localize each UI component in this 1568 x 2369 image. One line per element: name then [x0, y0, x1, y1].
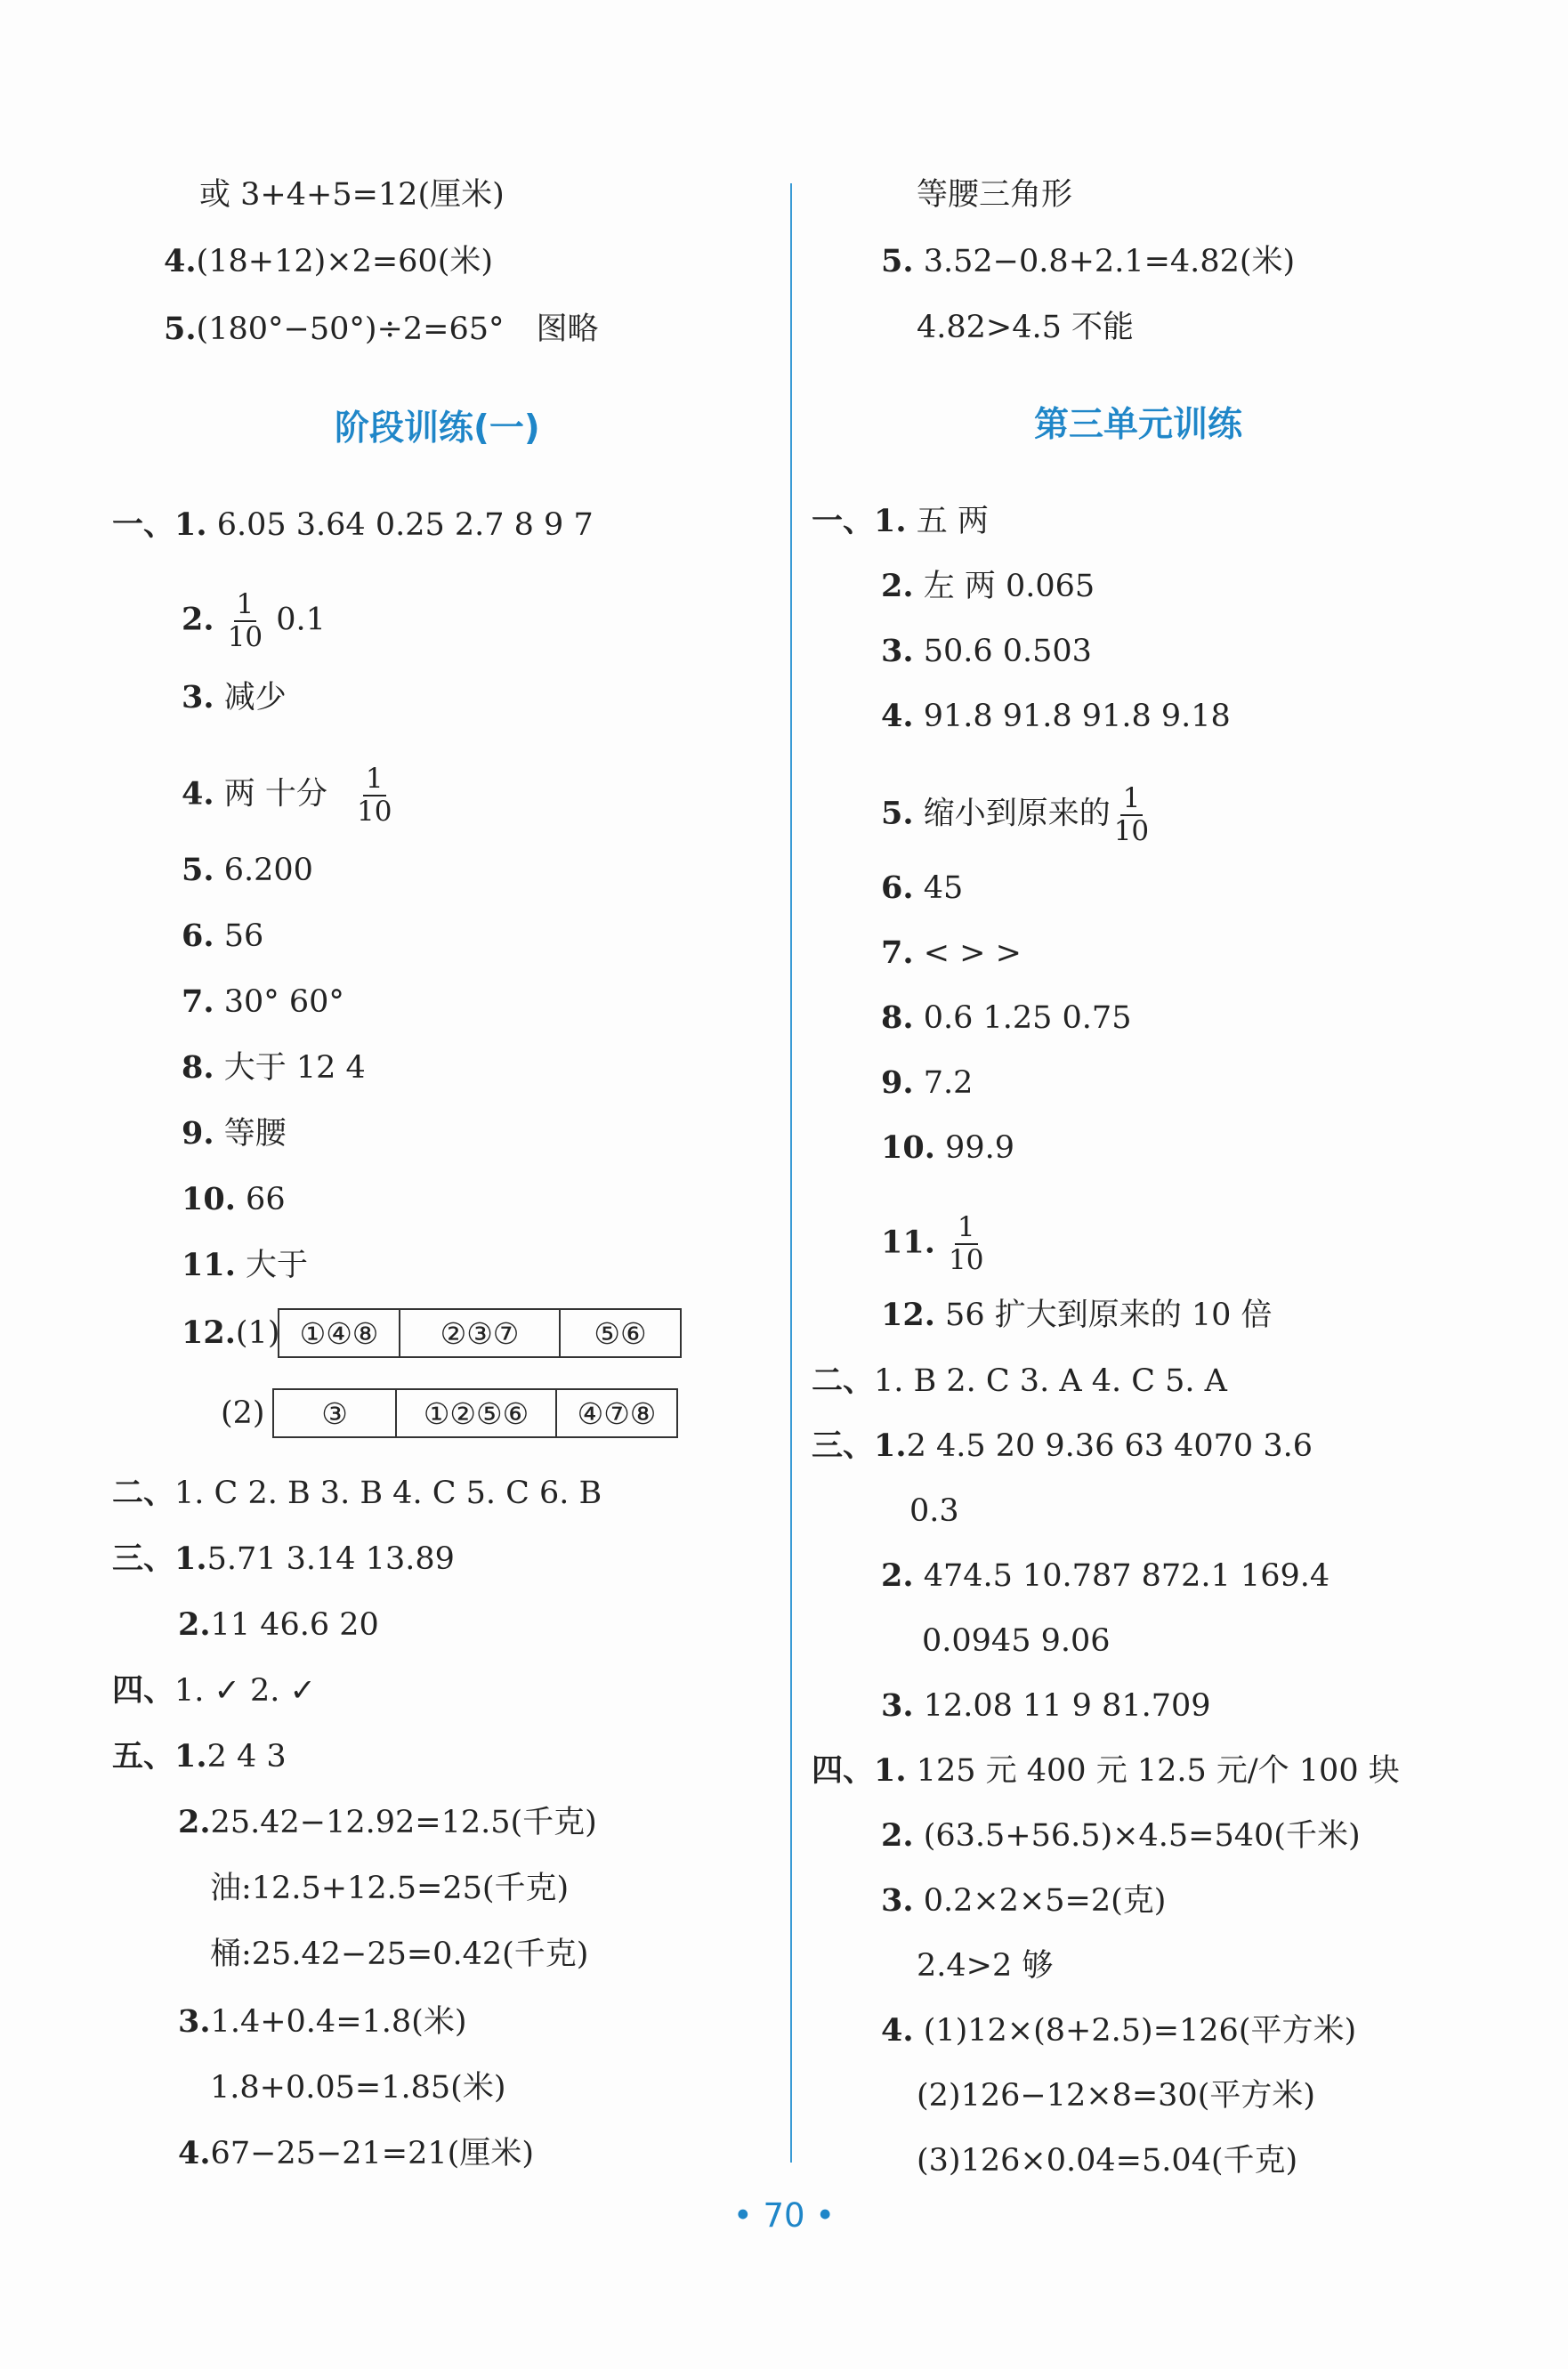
right-s1-item-6: 6. 45 [881, 869, 964, 906]
right-s3-line-2b: 0.0945 9.06 [922, 1623, 1111, 1659]
left-s5-line-7: 4.67−25−21=21(厘米) [178, 2135, 534, 2171]
section-heading-stage-training: 阶段训练(一) [335, 408, 540, 449]
answer-box-row-1 [278, 1308, 682, 1358]
right-intro-line-2: 5. 3.52−0.8+2.1=4.82(米) [881, 243, 1296, 279]
left-s5-line-1: 五、1.2 4 3 [112, 1738, 287, 1775]
right-s1-item-8: 8. 0.6 1.25 0.75 [881, 999, 1132, 1036]
right-s4-line-7: (3)126×0.04=5.04(千克) [917, 2143, 1298, 2179]
fraction: $\frac{1}{10}$ [356, 763, 392, 828]
left-s1-item-7: 7. 30° 60° [182, 983, 344, 1020]
left-s5-line-2: 2.25.42−12.92=12.5(千克) [178, 1804, 597, 1840]
right-s2: 二、1. B 2. C 3. A 4. C 5. A [812, 1362, 1227, 1399]
right-s3-line-1b: 0.3 [909, 1493, 959, 1529]
right-s1-item-1: 一、1. 五 两 [812, 503, 989, 539]
right-s1-item-11: 11. $\frac{1}{10}$ [881, 1211, 984, 1276]
left-s1-item-4: 4. 两 十分 $\frac{1}{10}$ [182, 763, 392, 828]
right-s1-item-10: 10. 99.9 [881, 1129, 1014, 1166]
right-s3-line-1: 三、1.2 4.5 20 9.36 63 4070 3.6 [812, 1427, 1313, 1464]
answer-box-row-2 [272, 1388, 678, 1438]
right-s3-line-2: 2. 474.5 10.787 872.1 169.4 [881, 1557, 1330, 1594]
left-s4: 四、1. ✓ 2. ✓ [112, 1672, 316, 1709]
left-s1-item-10: 10. 66 [182, 1181, 286, 1217]
left-s3-line-2: 2.11 46.6 20 [178, 1606, 379, 1643]
right-s4-line-3: 3. 0.2×2×5=2(克) [881, 1882, 1167, 1919]
right-s1-item-9: 9. 7.2 [881, 1064, 974, 1101]
right-s1-item-4: 4. 91.8 91.8 91.8 9.18 [881, 698, 1231, 734]
right-s4-line-4: 2.4>2 够 [917, 1948, 1054, 1984]
right-s1-item-5: 5. 缩小到原来的 $\frac{1}{10}$ [881, 782, 1150, 847]
left-intro-line-3: 5.(180°−50°)÷2=65° 图略 [164, 311, 599, 347]
left-s1-item-1: 一、1. 6.05 3.64 0.25 2.7 8 9 7 [112, 506, 594, 543]
fraction: $\frac{1}{10}$ [1113, 782, 1150, 847]
fraction: $\frac{1}{10}$ [227, 588, 263, 653]
right-s1-item-3: 3. 50.6 0.503 [881, 633, 1092, 669]
right-intro-line-3: 4.82>4.5 不能 [917, 310, 1135, 345]
left-s1-item-6: 6. 56 [182, 918, 264, 954]
section-heading-unit-three: 第三单元训练 [1034, 405, 1243, 445]
page-number: • 70 • [732, 2196, 836, 2235]
right-s4-line-1: 四、1. 125 元 400 元 12.5 元/个 100 块 [812, 1752, 1400, 1789]
left-intro-line-2: 4.(18+12)×2=60(米) [164, 243, 494, 279]
left-s2: 二、1. C 2. B 3. B 4. C 5. C 6. B [112, 1475, 602, 1511]
right-s1-item-12: 12. 56 扩大到原来的 10 倍 [881, 1297, 1273, 1333]
right-s4-line-6: (2)126−12×8=30(平方米) [917, 2078, 1316, 2114]
left-s5-line-4: 桶:25.42−25=0.42(千克) [210, 1936, 589, 1972]
box-cell: ④⑦⑧ [577, 1395, 657, 1431]
left-s1-item-11: 11. 大于 [182, 1247, 309, 1283]
left-s5-line-6: 1.8+0.05=1.85(米) [210, 2070, 506, 2106]
left-s1-item-8: 8. 大于 12 4 [182, 1049, 366, 1086]
right-intro-line-1: 等腰三角形 [917, 177, 1073, 213]
box-cell: ①④⑧ [279, 1310, 400, 1356]
right-s4-line-2: 2. (63.5+56.5)×4.5=540(千米) [881, 1817, 1361, 1854]
right-s1-item-2: 2. 左 两 0.065 [881, 568, 1095, 604]
right-s4-line-5: 4. (1)12×(8+2.5)=126(平方米) [881, 2012, 1357, 2049]
box-cell: ③ [274, 1390, 397, 1436]
box-cell: ①②⑤⑥ [397, 1390, 557, 1436]
column-divider [790, 183, 792, 2163]
left-s1-item-3: 3. 减少 [182, 679, 287, 716]
left-s1-item-12-label-2: (2) [221, 1395, 265, 1431]
right-s1-item-7: 7. < > > [881, 934, 1022, 971]
left-s1-item-9: 9. 等腰 [182, 1115, 287, 1152]
fraction: $\frac{1}{10}$ [949, 1211, 984, 1276]
left-s5-line-3: 油:12.5+12.5=25(千克) [210, 1871, 570, 1906]
box-cell: ⑤⑥ [594, 1315, 647, 1351]
left-s3-line-1: 三、1.5.71 3.14 13.89 [112, 1540, 455, 1577]
left-s5-line-5: 3.1.4+0.4=1.8(米) [178, 2003, 467, 2040]
left-s1-item-5: 5. 6.200 [182, 852, 313, 888]
right-s3-line-3: 3. 12.08 11 9 81.709 [881, 1687, 1211, 1724]
left-s1-item-2: 2. $\frac{1}{10}$ 0.1 [182, 588, 326, 653]
left-intro-line-1: 或 3+4+5=12(厘米) [199, 177, 505, 213]
left-s1-item-12-label: 12.(1) [182, 1314, 280, 1351]
box-cell: ②③⑦ [400, 1310, 561, 1356]
